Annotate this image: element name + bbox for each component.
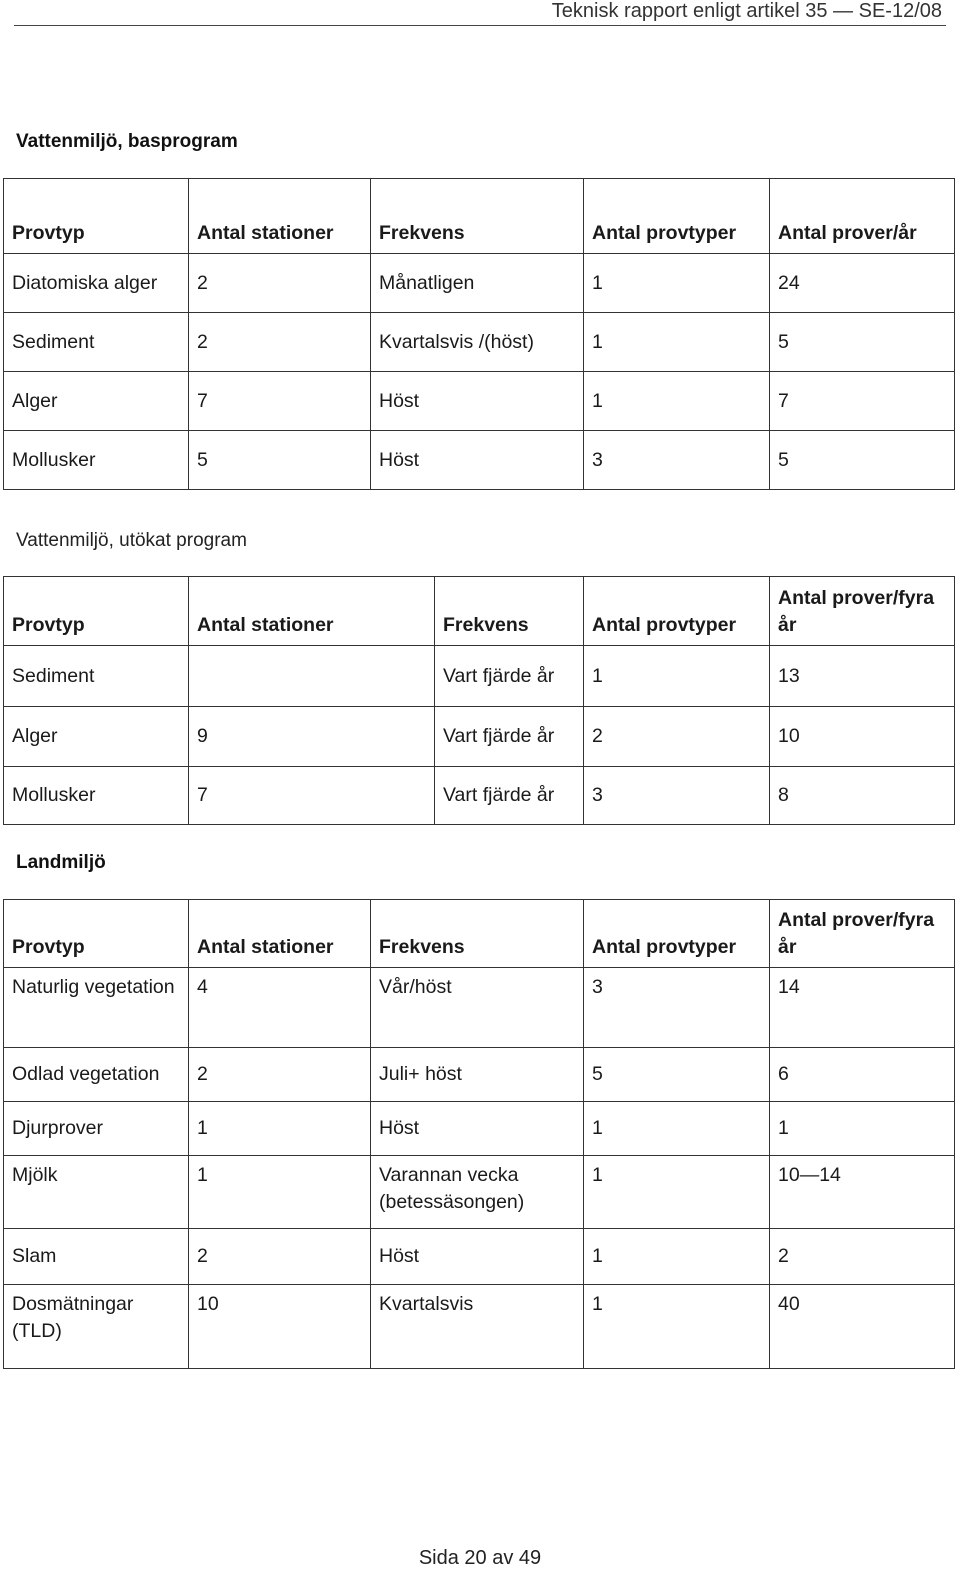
table-cell: 1 xyxy=(584,254,770,313)
table-cell: 5 xyxy=(584,1048,770,1102)
table-row xyxy=(4,646,955,707)
table-header-row xyxy=(4,179,955,254)
table-cell: Slam xyxy=(4,1229,189,1285)
column-header: Provtyp xyxy=(4,900,189,968)
column-header: Frekvens xyxy=(371,179,584,254)
table-cell: Höst xyxy=(371,431,584,490)
table-cell: Vart fjärde år xyxy=(435,646,584,707)
table-cell: 1 xyxy=(584,313,770,372)
table-cell: 24 xyxy=(770,254,955,313)
table-cell: 1 xyxy=(584,372,770,431)
table-row xyxy=(4,968,955,1048)
table-cell: 3 xyxy=(584,431,770,490)
table-cell: Dosmätningar (TLD) xyxy=(4,1285,189,1369)
table-cell: 2 xyxy=(189,1229,371,1285)
table-cell: Djurprover xyxy=(4,1102,189,1156)
header-rule xyxy=(14,25,946,26)
table-cell: 7 xyxy=(189,372,371,431)
column-header: Antal provtyper xyxy=(584,577,770,646)
table-cell: 40 xyxy=(770,1285,955,1369)
table-row xyxy=(4,1156,955,1229)
table-cell: Vår/höst xyxy=(371,968,584,1048)
utokat-program-table xyxy=(3,576,955,825)
table-cell: Diatomiska alger xyxy=(4,254,189,313)
table-cell: 2 xyxy=(189,254,371,313)
table-cell: 5 xyxy=(770,431,955,490)
section-title-basprogram: Vattenmiljö, basprogram xyxy=(16,131,238,152)
table-row xyxy=(4,372,955,431)
table-cell: 1 xyxy=(584,1102,770,1156)
table-row xyxy=(4,313,955,372)
table-cell: 5 xyxy=(770,313,955,372)
table-row xyxy=(4,767,955,825)
table-cell: 1 xyxy=(584,1156,770,1229)
table-cell: Höst xyxy=(371,372,584,431)
table-cell: 1 xyxy=(189,1156,371,1229)
table-cell: Sediment xyxy=(4,646,189,707)
column-header: Provtyp xyxy=(4,179,189,254)
table-cell: Vart fjärde år xyxy=(435,707,584,767)
column-header: Antal prover/fyra år xyxy=(770,577,955,646)
column-header: Antal stationer xyxy=(189,179,371,254)
table-row xyxy=(4,1048,955,1102)
section-title-utokat-program: Vattenmiljö, utökat program xyxy=(16,530,247,551)
table-cell: 1 xyxy=(584,646,770,707)
table-cell: Vart fjärde år xyxy=(435,767,584,825)
table-cell: 10 xyxy=(189,1285,371,1369)
column-header: Antal prover/år xyxy=(770,179,955,254)
landmiljo-table xyxy=(3,899,955,1369)
table-cell: 2 xyxy=(189,1048,371,1102)
column-header: Frekvens xyxy=(435,577,584,646)
column-header: Antal provtyper xyxy=(584,179,770,254)
table-cell: 9 xyxy=(189,707,435,767)
table-cell: 1 xyxy=(770,1102,955,1156)
table-cell: Höst xyxy=(371,1102,584,1156)
table-cell xyxy=(189,646,435,707)
section-title-landmiljo: Landmiljö xyxy=(16,852,106,873)
table-cell: Alger xyxy=(4,707,189,767)
table-row xyxy=(4,431,955,490)
table-cell: Mollusker xyxy=(4,767,189,825)
column-header: Antal prover/fyra år xyxy=(770,900,955,968)
table-row xyxy=(4,1285,955,1369)
table-cell: 1 xyxy=(584,1285,770,1369)
column-header: Antal stationer xyxy=(189,577,435,646)
table-cell: Mjölk xyxy=(4,1156,189,1229)
table-cell: Mollusker xyxy=(4,431,189,490)
table-row xyxy=(4,707,955,767)
table-cell: 3 xyxy=(584,767,770,825)
table-cell: 8 xyxy=(770,767,955,825)
table-cell: 2 xyxy=(189,313,371,372)
table-cell: 5 xyxy=(189,431,371,490)
table-cell: 14 xyxy=(770,968,955,1048)
table-cell: Sediment xyxy=(4,313,189,372)
table-cell: 1 xyxy=(584,1229,770,1285)
table-cell: 3 xyxy=(584,968,770,1048)
column-header: Antal provtyper xyxy=(584,900,770,968)
column-header: Antal stationer xyxy=(189,900,371,968)
table-cell: 2 xyxy=(770,1229,955,1285)
table-cell: 7 xyxy=(189,767,435,825)
page-number: Sida 20 av 49 xyxy=(418,1547,542,1569)
table-cell: 6 xyxy=(770,1048,955,1102)
table-header-row xyxy=(4,577,955,646)
column-header: Provtyp xyxy=(4,577,189,646)
table-row xyxy=(4,1229,955,1285)
table-cell: Alger xyxy=(4,372,189,431)
table-row xyxy=(4,254,955,313)
table-cell: 4 xyxy=(189,968,371,1048)
basprogram-table xyxy=(3,178,955,490)
running-header: Teknisk rapport enligt artikel 35 — SE-12/08 xyxy=(551,0,942,22)
table-cell: Höst xyxy=(371,1229,584,1285)
table-cell: 10 xyxy=(770,707,955,767)
table-cell: 7 xyxy=(770,372,955,431)
column-header: Frekvens xyxy=(371,900,584,968)
table-cell: 13 xyxy=(770,646,955,707)
table-cell: Naturlig vegetation xyxy=(4,968,189,1048)
table-header-row xyxy=(4,900,955,968)
table-cell: Juli+ höst xyxy=(371,1048,584,1102)
table-cell: Varannan vecka (betessäsongen) xyxy=(371,1156,584,1229)
table-cell: 2 xyxy=(584,707,770,767)
table-cell: Månatligen xyxy=(371,254,584,313)
table-cell: Kvartalsvis xyxy=(371,1285,584,1369)
table-cell: Odlad vegetation xyxy=(4,1048,189,1102)
table-cell: 10—14 xyxy=(770,1156,955,1229)
table-cell: Kvartalsvis /(höst) xyxy=(371,313,584,372)
table-cell: 1 xyxy=(189,1102,371,1156)
table-row xyxy=(4,1102,955,1156)
